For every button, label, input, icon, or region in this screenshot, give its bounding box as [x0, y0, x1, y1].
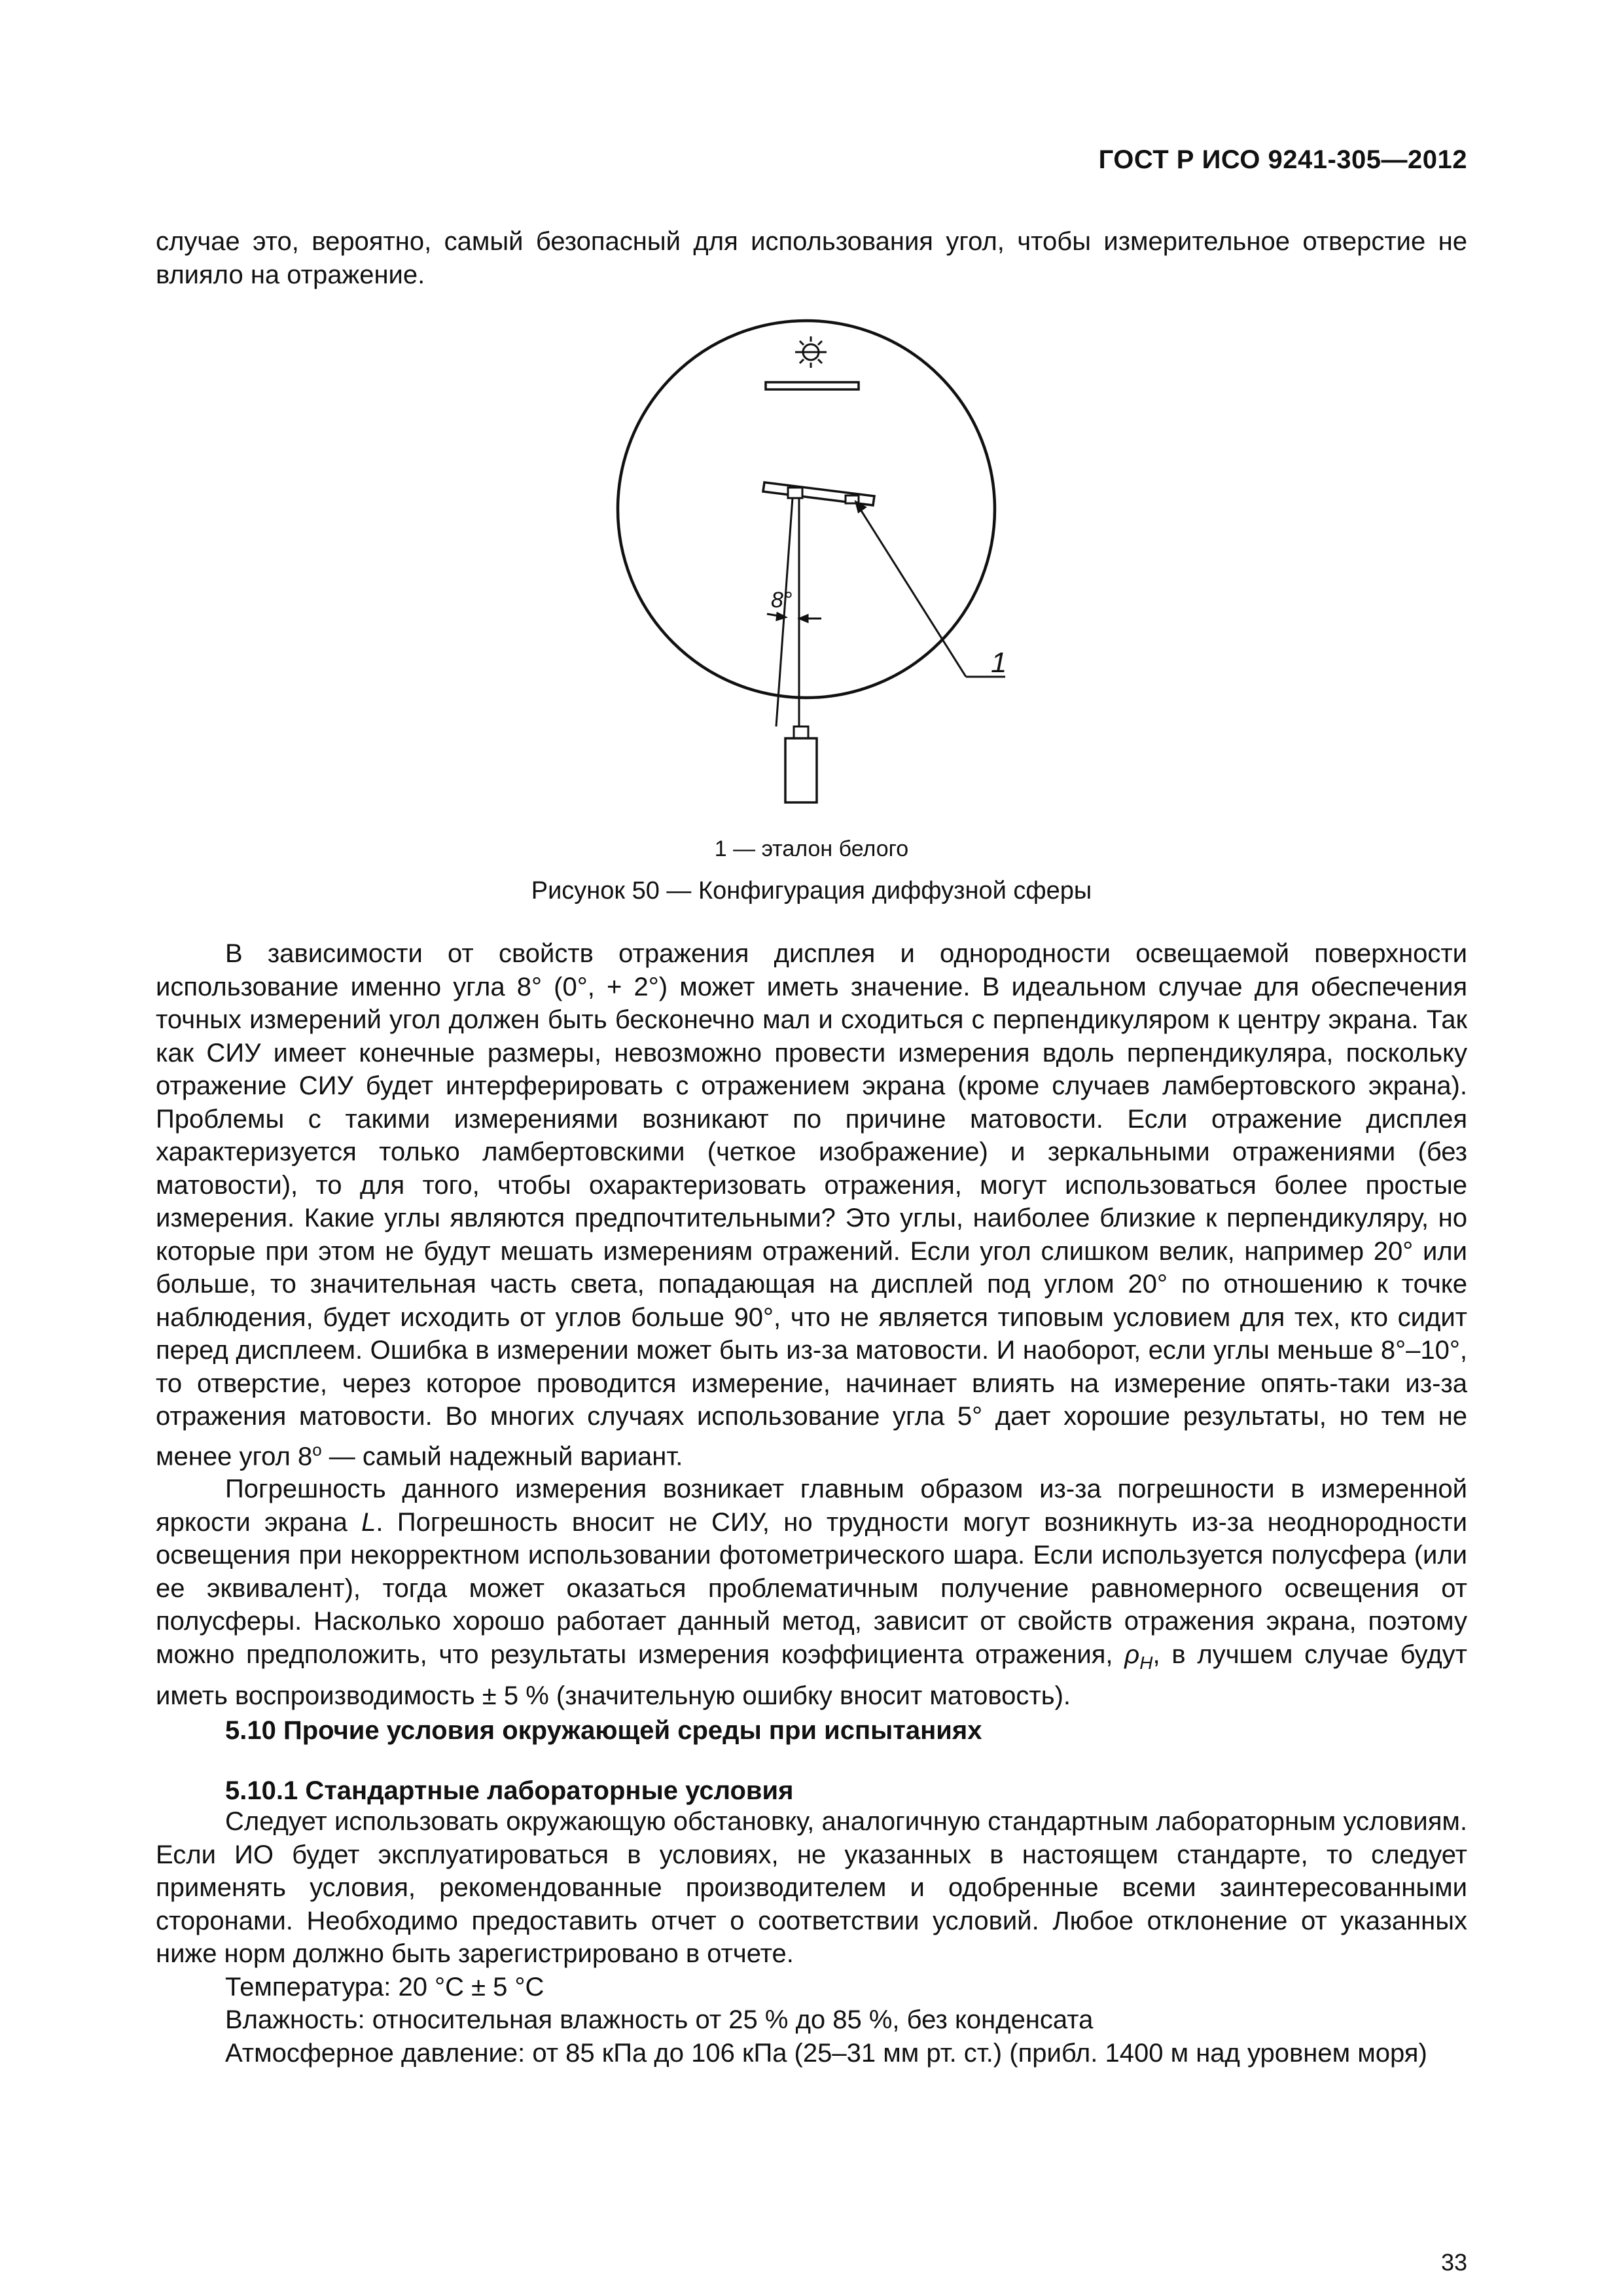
intro-paragraph: случае это, вероятно, самый безопасный для использования угол, чтобы измерительное отверстие не влияло на отражение. — [156, 227, 1467, 289]
document-header: ГОСТ Р ИСО 9241-305—2012 — [1098, 145, 1467, 174]
light-source-icon — [795, 336, 827, 368]
figure-diffuse-sphere — [589, 318, 1034, 822]
figure-legend: 1 — эталон белого — [714, 836, 909, 861]
section-heading-5-10-1: 5.10.1 Стандартные лабораторные условия — [225, 1776, 794, 1805]
paragraph-measurement-error — [156, 1473, 1467, 1713]
paragraph-text: Погрешность данного измерения возникает главным образом из-за погрешности в измеренной яркости экрана — [156, 1475, 1467, 1537]
main-text — [156, 937, 1467, 1713]
paragraph-measurement-angle — [156, 937, 1467, 1473]
photometer-body — [785, 738, 817, 802]
paragraph-text: В зависимости от свойств отражения дисплея и однородности освещаемой поверхности использование именно угла 8° (0°, + 2°) может иметь значение. В идеальном случае для обеспечения точных измерений угол должен быть бесконечно мал и сходиться с перпендикуляром к центру экрана. Так как СИУ имеет конечные размеры, невозможно провести измерения вдоль перпендикуляра, поскольку отражение СИУ будет интерферировать с отражением экрана (кроме случаев ламбертовского экрана). Проблемы с такими измерениями возникают по причине матовости. Если отражение дисплея характеризуется только ламбертовскими (четкое изображение) и зеркальными отражениями (без матовости), то для того, чтобы охарактеризовать отражения, могут использоваться более простые измерения. Какие углы являются предпочтительными? Это углы, наиболее близкие к перпендикуляру, но которые при этом не будут мешать измерениям отражений. Если угол слишком велик, например 20° или больше, то значительная часть света, попадающая на дисплей под углом 20° по отношению к точке наблюдения, будет исходить от углов больше 90°, что не является типовым условием для тех, кто сидит перед дисплеем. Ошибка в измерении может быть из-за матовости. И наоборот, если углы меньше 8°–10°, то отверстие, через которое проводится измерение, начинает влиять на измерение опять-таки из-за отражения матовости. Во многих случаях использование угла 5° дает хорошие результаты, но тем не менее угол 8 — [156, 939, 1467, 1471]
symbol-L: L — [361, 1507, 376, 1537]
degree-superscript: о — [312, 1439, 322, 1460]
paragraph-lab-conditions: Следует использовать окружающую обстановку, аналогичную стандартным лабораторным условиям. Если ИО будет эксплуатироваться в условиях, не указанных в настоящем стандарте, то следует применять условия, рекомендованные производителем и одобренные всеми заинтересованными сторонами. Необходимо предоставить отчет о соответствии условий. Любое отклонение от указанных ниже норм должно быть зарегистрировано в отчете. — [156, 1807, 1467, 1968]
angle-arrows — [767, 613, 821, 622]
humidity-line: Влажность: относительная влажность от 25 % до 85 %, без конденсата — [225, 2005, 1094, 2034]
angle-label: 8° — [771, 588, 793, 613]
page-number: 33 — [1440, 2249, 1467, 2276]
sphere-outline — [618, 321, 995, 698]
lab-conditions-text — [156, 1805, 1467, 2070]
diffuse-sphere-diagram — [589, 318, 1034, 822]
paragraph-text-mid: . Погрешность вносит не СИУ, но трудности могут возникнуть из-за неоднородности освещения при некорректном использовании фотометрического шара. Если используется полусфера (или ее эквивалент), тогда может оказаться проблематичным получение равномерного освещения от полусферы. Насколько хорошо работает данный метод, зависит от свойств отражения экрана, поэтому можно предположить, что результаты измерения коэффициента отражения, — [156, 1507, 1467, 1669]
photometer-lens — [794, 726, 808, 738]
pressure-line: Атмосферное давление: от 85 кПа до 106 кПа (25–31 мм рт. ст.) (прибл. 1400 м над уровнем моря) — [225, 2038, 1427, 2068]
symbol-rho: ρ — [1124, 1640, 1140, 1669]
callout-number: 1 — [991, 647, 1007, 679]
section-heading-5-10: 5.10 Прочие условия окружающей среды при испытаниях — [225, 1716, 982, 1745]
temperature-line: Температура: 20 °C ± 5 °C — [225, 1972, 544, 2001]
paragraph-text-end: — самый надежный вариант. — [321, 1441, 683, 1471]
baffle-plate — [766, 382, 859, 389]
measurement-port — [788, 488, 802, 498]
symbol-rho-subscript: H — [1139, 1652, 1153, 1673]
paragraph-text-end: , в лучшем случае будут иметь воспроизводимость ± 5 % (значительную ошибку вносит матовость). — [156, 1640, 1467, 1711]
figure-caption: Рисунок 50 — Конфигурация диффузной сферы — [531, 877, 1092, 905]
